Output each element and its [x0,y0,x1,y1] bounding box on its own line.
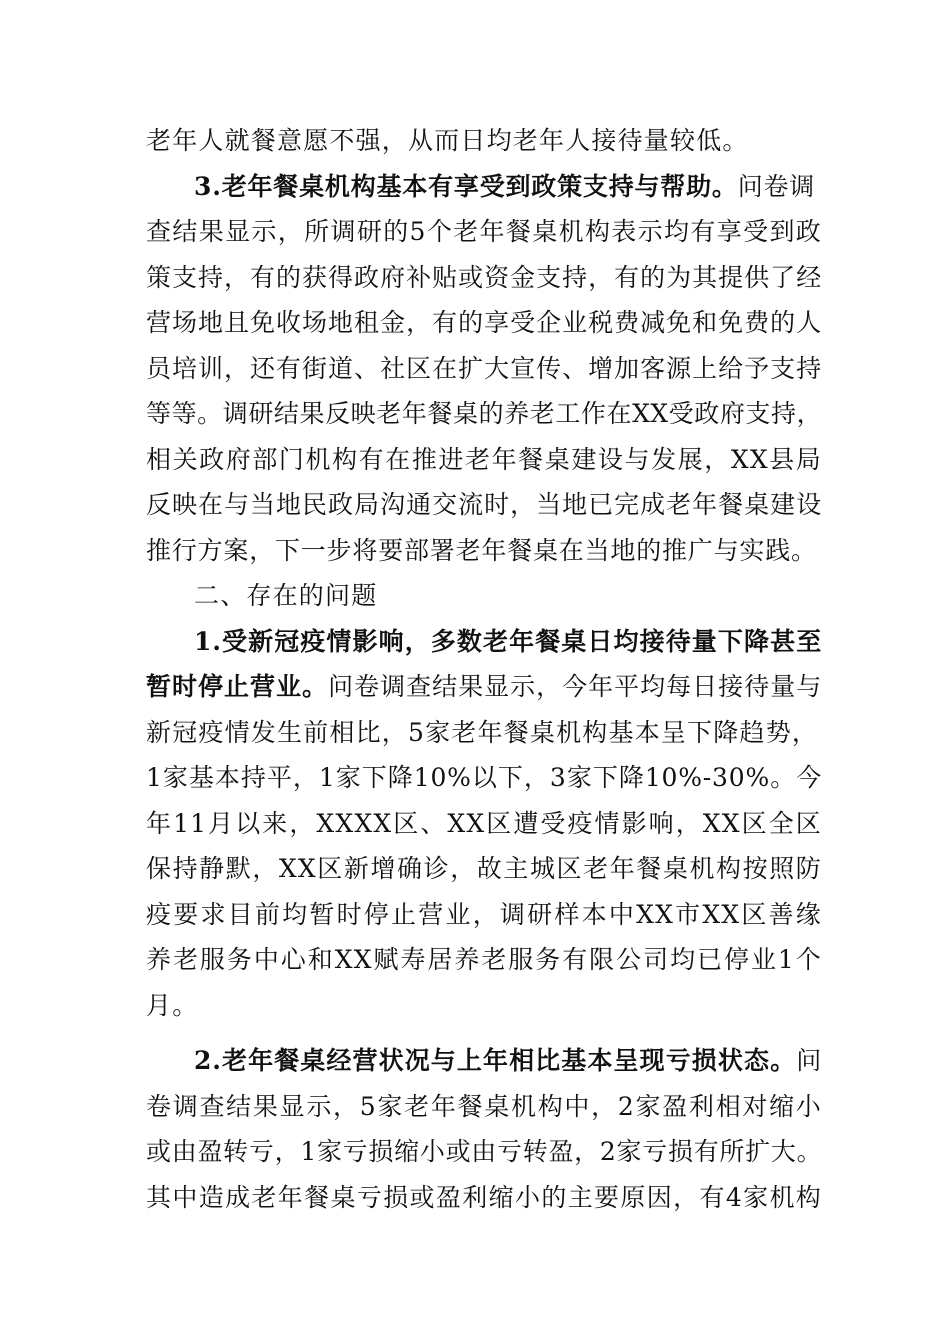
text-line [146,1084,822,1130]
bold-run: 3.老年餐桌机构基本有享受到政策支持与帮助。 [194,171,738,201]
heading-text: 二、存在的问题 [194,581,378,610]
text-line [146,1129,822,1175]
bold-run: 2.老年餐桌经营状况与上年相比基本呈现亏损状态。 [194,1046,797,1075]
text-line [146,300,822,346]
text-run: 疫要求目前均暂时停止营业，调研样本中XX市XX区善缘 [146,899,822,929]
text-line [146,255,822,301]
paragraph-policy-support [146,164,822,574]
text-run: 保持静默，XX区新增确诊，故主城区老年餐桌机构按照防 [146,854,822,883]
text-run: 新冠疫情发生前相比，5家老年餐桌机构基本呈下降趋势， [146,717,819,747]
document-body [146,118,822,1220]
text-line [146,346,822,392]
text-run: 老年人就餐意愿不强，从而日均老年人接待量较低。 [146,126,749,155]
text-run: 营场地且免收场地租金，有的享受企业税费减免和免费的人 [146,308,822,337]
text-line [146,528,822,574]
text-run: 养老服务中心和XX赋寿居养老服务有限公司均已停业1个 [146,945,822,974]
text-line [146,391,822,437]
text-line [146,801,822,847]
text-run: 月。 [146,990,199,1020]
text-line [146,164,822,210]
text-run: 问卷调查结果显示，今年平均每日接待量与 [328,672,822,701]
text-line [146,1175,822,1221]
text-run: 策支持，有的获得政府补贴或资金支持，有的为其提供了经 [146,262,822,292]
text-line [146,710,822,756]
text-line [146,209,822,255]
text-run: 年11月以来，XXXX区、XX区遭受疫情影响，XX区全区 [146,808,822,838]
text-run: 反映在与当地民政局沟通交流时，当地已完成老年餐桌建设 [146,490,822,519]
text-line [146,937,822,983]
text-line [146,437,822,483]
text-run: 推行方案，下一步将要部署老年餐桌在当地的推广与实践。 [146,535,817,565]
text-run: 卷调查结果显示，5家老年餐桌机构中，2家盈利相对缩小 [146,1091,822,1121]
text-line [146,664,822,710]
bold-run: 1.受新冠疫情影响，多数老年餐桌日均接待量下降甚至 [194,626,822,656]
text-run: 查结果显示，所调研的5个老年餐桌机构表示均有享受到政 [146,217,822,246]
text-run: 问卷调 [737,171,816,201]
text-run: 员培训，还有街道、社区在扩大宣传、增加客源上给予支持 [146,353,822,383]
text-line [146,846,822,892]
text-run: 或由盈转亏，1家亏损缩小或由亏转盈，2家亏损有所扩大。 [146,1137,822,1166]
text-line [146,118,822,164]
text-line [146,573,822,619]
paragraph-gap [146,1028,822,1038]
text-line [146,755,822,801]
paragraph-continuation [146,118,822,164]
text-run: 1家基本持平，1家下降10%以下，3家下降10%-30%。今 [146,763,822,792]
text-line [146,619,822,665]
text-line [146,983,822,1029]
text-line [146,482,822,528]
text-run: 等等。调研结果反映老年餐桌的养老工作在XX受政府支持， [146,399,822,428]
section-heading-problems [146,573,822,619]
text-line [146,1038,822,1084]
text-run: 相关政府部门机构有在推进老年餐桌建设与发展，XX县局 [146,444,822,474]
paragraph-loss-status [146,1038,822,1220]
bold-run: 暂时停止营业。 [146,672,329,701]
paragraph-covid-impact [146,619,822,1029]
text-run: 问 [796,1046,822,1075]
text-run: 其中造成老年餐桌亏损或盈利缩小的主要原因，有4家机构 [146,1182,822,1212]
text-line [146,892,822,938]
